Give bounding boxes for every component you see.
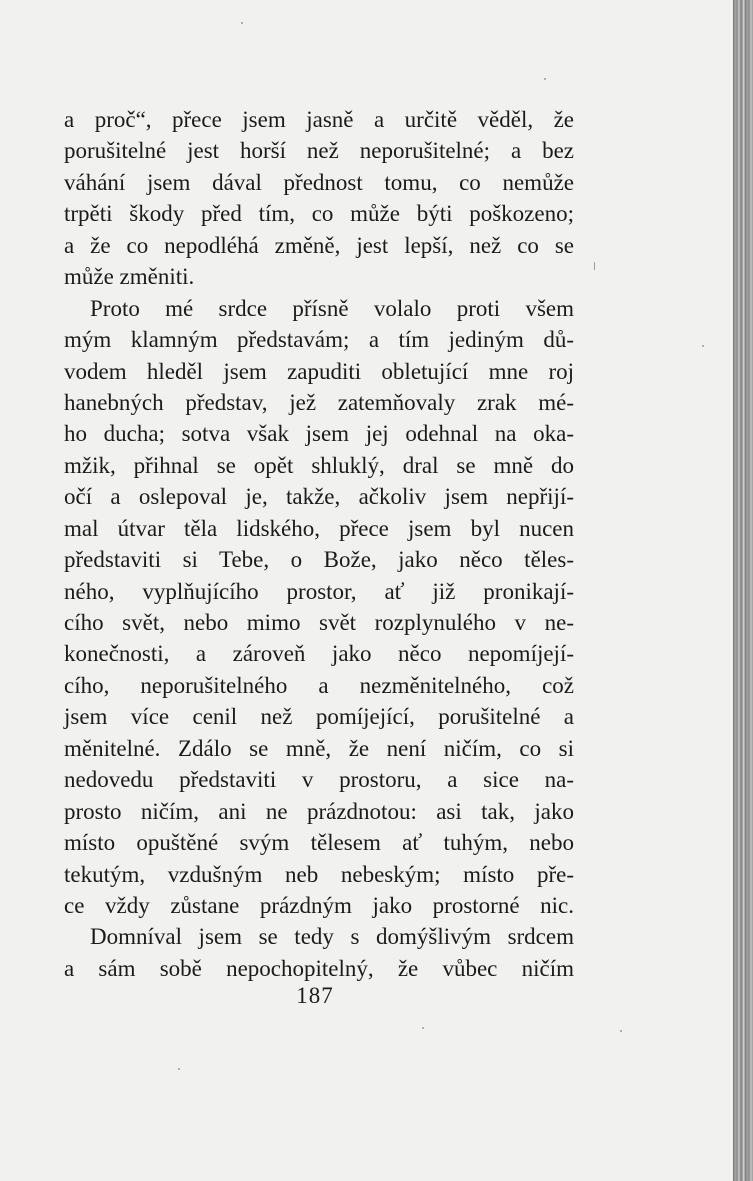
text-line-24: místo opuštěné svým tělesem ať tuhým, nebo xyxy=(64,830,574,856)
text-line-27: Domníval jsem se tedy s domýšlivým srdcem xyxy=(90,924,574,950)
text-line-26: ce vždy zůstane prázdným jako prostorné nic. xyxy=(64,892,574,918)
paper-speck xyxy=(178,1068,180,1070)
text-line-25: tekutým, vzdušným neb nebeským; místo pře- xyxy=(64,861,574,887)
text-line-7: Proto mé srdce přísně volalo proti všem xyxy=(90,295,574,321)
text-line-22: nedovedu představiti v prostoru, a sice na- xyxy=(64,767,574,793)
text-line-13: očí a oslepoval je, takže, ačkoliv jsem nepřijí- xyxy=(64,484,574,510)
text-line-21: měnitelné. Zdálo se mně, že není ničím, co si xyxy=(64,735,574,761)
text-line-5: a že co nepodléhá změně, jest lepší, než co se xyxy=(64,232,574,258)
text-line-17: cího svět, nebo mimo svět rozplynulého v ne- xyxy=(64,610,574,635)
text-line-19: cího, neporušitelného a nezměnitelného, což xyxy=(64,672,574,698)
text-line-1: a proč“, přece jsem jasně a určitě věděl, že xyxy=(64,107,574,132)
book-page-edge xyxy=(733,0,753,1181)
text-line-12: mžik, přihnal se opět shluklý, dral se mně do xyxy=(64,452,574,478)
text-line-20: jsem více cenil než pomíjející, porušitelné a xyxy=(64,704,574,730)
paper-speck xyxy=(241,22,243,24)
text-line-18: konečnosti, a zároveň jako něco nepomíjejí- xyxy=(64,641,574,667)
text-line-3: váhání jsem dával přednost tomu, co nemůže xyxy=(64,169,574,195)
text-line-16: ného, vyplňujícího prostor, ať již pronikají- xyxy=(64,578,574,604)
text-line-9: vodem hleděl jsem zapuditi obletující mne roj xyxy=(64,358,574,384)
text-line-15: představiti si Tebe, o Bože, jako něco těles- xyxy=(64,547,574,573)
paper-speck xyxy=(422,1027,424,1029)
text-line-11: ho ducha; sotva však jsem jej odehnal na oka- xyxy=(64,421,574,447)
text-line-6: může změniti. xyxy=(64,264,195,290)
text-line-8: mým klamným představám; a tím jediným dů- xyxy=(64,327,574,353)
body-text xyxy=(64,104,574,984)
text-line-23: prosto ničím, ani ne prázdnotou: asi tak, jako xyxy=(64,798,574,824)
paper-speck xyxy=(544,78,546,80)
text-line-14: mal útvar těla lidského, přece jsem byl nucen xyxy=(64,515,574,541)
text-line-28: a sám sobě nepochopitelný, že vůbec ničím xyxy=(64,955,574,981)
text-line-10: hanebných představ, jež zatemňovaly zrak mé- xyxy=(64,389,574,415)
paper-speck xyxy=(702,345,704,347)
paper-speck xyxy=(594,262,595,270)
text-line-2: porušitelné jest horší než neporušitelné; a bez xyxy=(64,138,574,164)
page-number: 187 xyxy=(296,983,334,1008)
text-line-4: trpěti škody před tím, co může býti poškozeno; xyxy=(64,201,574,227)
paper-speck xyxy=(620,1030,622,1032)
